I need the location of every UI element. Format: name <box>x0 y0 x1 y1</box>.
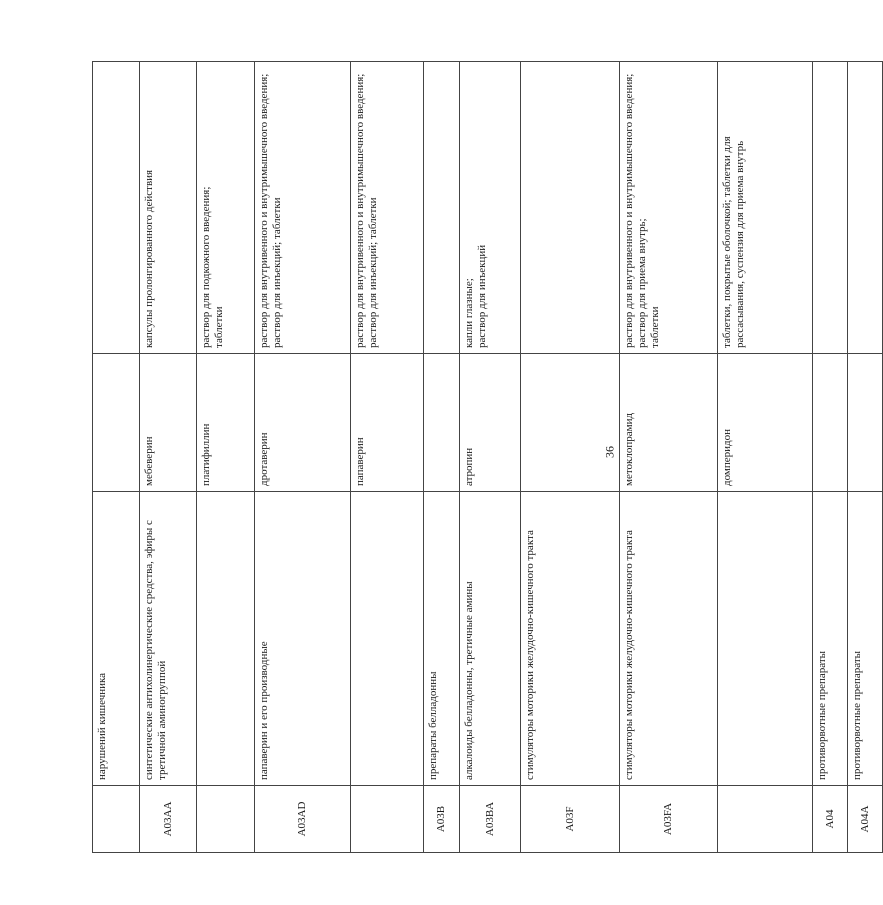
drug-name-cell <box>423 354 460 492</box>
group-name-cell <box>423 492 460 786</box>
drug-name-text: платифиллин <box>200 423 213 486</box>
atc-code-cell <box>423 786 460 853</box>
drug-name-text: атропин <box>463 447 476 486</box>
dosage-form-cell <box>521 62 620 354</box>
group-name-cell <box>521 492 620 786</box>
atc-code-cell <box>350 786 423 853</box>
drug-name-cell <box>254 354 350 492</box>
atc-code-cell <box>717 786 813 853</box>
atc-code-text: A04A <box>858 805 871 833</box>
group-name-text: нарушений кишечника <box>96 672 108 780</box>
table-row <box>197 62 254 853</box>
atc-code-text: A03AD <box>295 801 308 837</box>
group-name-text: синтетические антихолинергические средства, эфиры с третичной аминогруппой <box>142 520 168 780</box>
group-name-cell <box>620 492 717 786</box>
drug-name-cell <box>717 354 813 492</box>
dosage-form-cell <box>423 62 460 354</box>
dosage-form-cell <box>93 62 140 354</box>
dosage-form-cell <box>813 62 848 354</box>
atc-code-text: A03B <box>434 805 447 833</box>
group-name-cell <box>93 492 140 786</box>
drug-name-cell <box>197 354 254 492</box>
dosage-form-line: капли глазные; <box>463 278 476 348</box>
atc-code-cell <box>460 786 521 853</box>
drug-name-cell <box>848 354 883 492</box>
group-name-cell <box>197 492 254 786</box>
atc-code-text: A03F <box>563 806 576 832</box>
drug-name-cell <box>93 354 140 492</box>
table-row <box>139 62 196 853</box>
group-name-cell <box>848 492 883 786</box>
group-name-cell <box>717 492 813 786</box>
group-name-cell <box>350 492 423 786</box>
drug-name-text: метоклопрамид <box>623 412 636 486</box>
drug-name-cell <box>350 354 423 492</box>
drug-name-text: папаверин <box>353 437 366 486</box>
drug-name-cell <box>813 354 848 492</box>
dosage-form-line: раствор для внутривенного и внутримышечного введения; <box>257 73 270 348</box>
drug-name-cell <box>460 354 521 492</box>
drug-name-cell <box>139 354 196 492</box>
group-name-text: алкалоиды белладонны, третичные амины <box>463 581 476 780</box>
group-name-text: противорвотные препараты <box>816 650 829 780</box>
group-name-cell <box>813 492 848 786</box>
group-name-cell <box>139 492 196 786</box>
atc-code-text: A03FA <box>661 802 674 836</box>
group-name-text: стимуляторы моторики желудочно-кишечного тракта <box>524 530 537 780</box>
atc-code-cell <box>813 786 848 853</box>
dosage-form-line: раствор для инъекций <box>476 244 489 348</box>
group-name-cell <box>254 492 350 786</box>
table-row <box>620 62 717 853</box>
dosage-form-line: раствор для инъекций; таблетки <box>270 197 283 348</box>
dosage-form-line: раствор для приема внутрь; <box>636 218 649 348</box>
rotated-page <box>92 73 883 853</box>
atc-code-cell <box>254 786 350 853</box>
group-name-text: противорвотные препараты <box>851 650 864 780</box>
dosage-form-line: таблетки, покрытые оболочкой; таблетки для рассасывания, суспензия для приема внутрь <box>720 136 746 348</box>
dosage-form-line: раствор для подкожного введения; <box>200 186 213 348</box>
dosage-form-cell <box>254 62 350 354</box>
table-row <box>350 62 423 853</box>
table-row <box>460 62 521 853</box>
table-row <box>848 62 883 853</box>
atc-code-cell <box>620 786 717 853</box>
atc-code-text: A04 <box>823 809 836 829</box>
atc-code-cell <box>521 786 620 853</box>
dosage-form-line: раствор для внутривенного и внутримышечного введения; раствор для инъекций; таблетки <box>353 73 379 348</box>
dosage-form-cell <box>350 62 423 354</box>
drug-name-text: мебеверин <box>142 436 155 486</box>
dosage-form-cell <box>620 62 717 354</box>
page-number: 36 <box>602 446 617 458</box>
dosage-form-line: таблетки <box>649 306 662 348</box>
atc-code-cell <box>848 786 883 853</box>
dosage-form-line: раствор для внутривенного и внутримышечного введения; <box>623 73 636 348</box>
drug-name-text: дротаверин <box>257 432 270 486</box>
drug-table <box>92 61 883 853</box>
atc-code-cell <box>93 786 140 853</box>
group-name-text: папаверин и его производные <box>257 641 270 780</box>
group-name-text: стимуляторы моторики желудочно-кишечного тракта <box>623 530 636 780</box>
atc-code-cell <box>197 786 254 853</box>
dosage-form-cell <box>717 62 813 354</box>
dosage-form-cell <box>197 62 254 354</box>
dosage-form-line: таблетки <box>213 306 226 348</box>
dosage-form-line: капсулы пролонгированного действия <box>142 169 155 348</box>
table-row <box>717 62 813 853</box>
dosage-form-cell <box>139 62 196 354</box>
atc-code-text: A03AA <box>161 801 174 837</box>
table-row <box>254 62 350 853</box>
dosage-form-cell <box>848 62 883 354</box>
table-row <box>813 62 848 853</box>
group-name-text: препараты белладонны <box>426 671 439 780</box>
group-name-cell <box>460 492 521 786</box>
drug-name-cell <box>620 354 717 492</box>
table-row <box>93 62 140 853</box>
atc-code-text: A03BA <box>483 801 496 837</box>
drug-name-cell <box>521 354 620 492</box>
table-row <box>423 62 460 853</box>
atc-code-cell <box>139 786 196 853</box>
drug-name-text: домперидон <box>720 429 733 486</box>
dosage-form-cell <box>460 62 521 354</box>
